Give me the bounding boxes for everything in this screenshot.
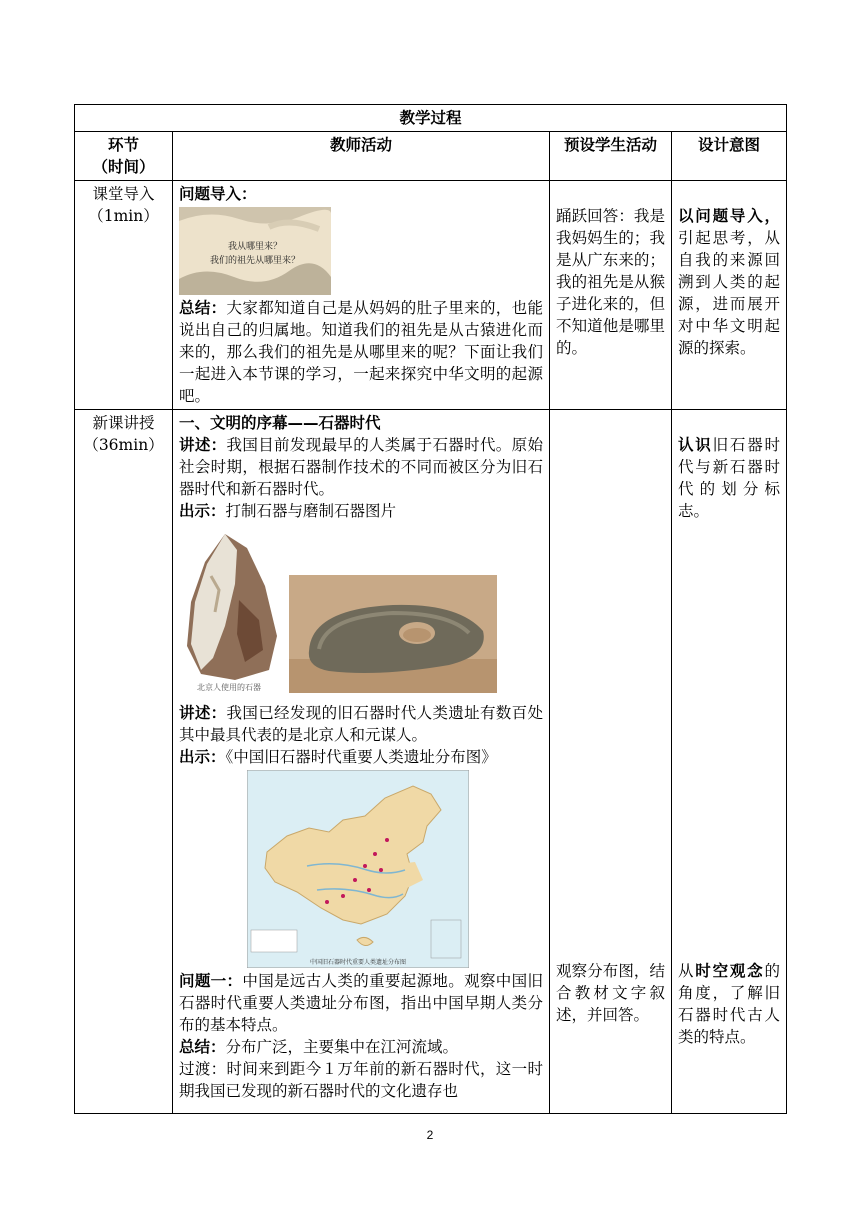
chipped-stone-image: [179, 530, 279, 694]
svg-text:中国旧石器时代重要人类遗址分布图: 中国旧石器时代重要人类遗址分布图: [309, 959, 407, 966]
polished-stone-image: [289, 575, 497, 693]
page-number: 2: [426, 1128, 434, 1142]
svg-text:我从哪里来？: 我从哪里来？: [227, 242, 283, 252]
intent-cell: 认识旧石器时代与新石器时代的划分标志。 从时空观念的角度，了解旧石器时代古人类的特点。: [672, 410, 787, 1114]
intro-question-image: [179, 207, 331, 295]
header-intent: 设计意图: [672, 132, 787, 181]
svg-text:我们的祖先从哪里来？: 我们的祖先从哪里来？: [209, 256, 301, 266]
teaching-process-table: [74, 104, 787, 1114]
table-row: [75, 410, 787, 1114]
teacher-cell: 一、文明的序幕——石器时代 讲述：我国目前发现最早的人类属于石器时代。原始社会时期，根据石器制作技术的不同而被区分为旧石器时代和新石器时代。 出示：打制石器与磨制石器图片 北京人使用的石器 讲述：我国已经发现的旧石器时代人类遗址有数百处其中最具代表的是北京人和元谋人。 出示：《中国旧石器时代重要人类遗址分布图》 中国旧石器时代重要人类遗址分布图 问题一：中国是远古人类的重要起源地。观察中国旧石器时代重要人类遗址分布图，指出中国早期人类分布的基本特点。 总结：分布广泛，主要集中在江河流域。 过渡：时间来到距今１万年前的新石器时代，这一时期我国已发现的新石器时代的文化遗存也: [173, 410, 550, 1114]
intro-heading: 问题导入：: [179, 185, 257, 203]
section-title: 一、文明的序幕——石器时代: [179, 414, 381, 432]
svg-text:北京人使用的石器: 北京人使用的石器: [197, 683, 261, 692]
stone-tools-images: [179, 530, 543, 702]
teacher-cell: [173, 181, 550, 410]
intent-cell: 以问题导入，引起思考，从自我的来源回溯到人类的起源，进而展开对中华文明起源的探索。: [672, 181, 787, 410]
paleolithic-sites-map: [247, 770, 469, 968]
header-student: 预设学生活动: [550, 132, 672, 181]
header-teacher: 教师活动: [173, 132, 550, 181]
stage-cell: 新课讲授 （36min）: [75, 410, 173, 1114]
header-stage: 环节 （时间）: [75, 132, 173, 181]
stage-cell: 课堂导入 （1min）: [75, 181, 173, 410]
table-row: [75, 181, 787, 410]
student-cell: 踊跃回答：我是我妈妈生的；我是从广东来的；我的祖先是从猴子进化来的，但不知道他是哪里的。: [550, 181, 672, 410]
intro-summary: 总结：大家都知道自己是从妈妈的肚子里来的，也能说出自己的归属地。知道我们的祖先是从古猿进化而来的，那么我们的祖先是从哪里来的呢？下面让我们一起进入本节课的学习，一起来探究中华文明的起源吧。: [179, 299, 543, 405]
header-row: [75, 132, 787, 181]
student-cell: 观察分布图，结合教材文字叙述，并回答。: [550, 410, 672, 1114]
table-title: 教学过程: [75, 105, 787, 132]
